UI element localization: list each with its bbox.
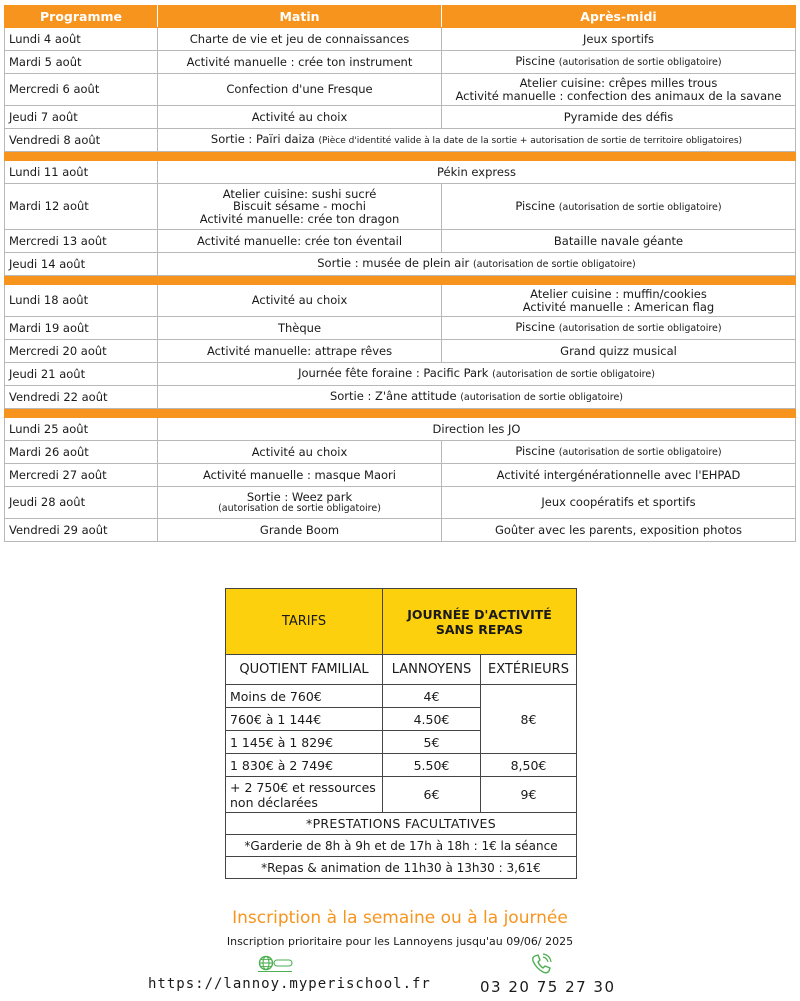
col-lannoyens: LANNOYENS [383, 655, 481, 685]
day-cell: Mardi 26 août [5, 441, 158, 464]
matin-cell [158, 184, 442, 230]
table-row [5, 184, 796, 230]
activity-text: Piscine [515, 444, 556, 459]
apres-cell: Jeux coopératifs et sportifs [442, 487, 796, 519]
lannoyens-cell: 6€ [383, 777, 481, 813]
activity-text: Sortie : Païri daiza [210, 132, 315, 147]
lannoyens-cell: 5.50€ [383, 754, 481, 777]
matin-cell: Grande Boom [158, 519, 442, 542]
matin-cell: Confection d'une Fresque [158, 74, 442, 106]
quotient-cell [226, 777, 383, 813]
exterieurs-cell: 8,50€ [481, 754, 577, 777]
quotient-cell: 1 145€ à 1 829€ [226, 731, 383, 754]
table-row [5, 317, 796, 340]
table-row [5, 487, 796, 519]
activity-text: Sortie : musée de plein air [317, 256, 470, 271]
activity-note: (autorisation de sortie obligatoire) [558, 447, 722, 459]
table-row [5, 253, 796, 276]
lannoyens-cell: 4.50€ [383, 708, 481, 731]
table-row [5, 285, 796, 317]
journee-line: SANS REPAS [435, 621, 524, 637]
activity-text: Piscine [515, 54, 556, 69]
day-cell: Mardi 5 août [5, 51, 158, 74]
apres-cell [442, 74, 796, 106]
table-row [5, 464, 796, 487]
apres-cell: Bataille navale géante [442, 230, 796, 253]
phone-number[interactable]: 03 20 75 27 30 [480, 978, 616, 996]
activity-line: Atelier cuisine : muffin/cookies [530, 286, 707, 301]
activity-text: Piscine [515, 320, 556, 335]
header-apres-midi: Après-midi [442, 6, 796, 28]
day-cell: Mardi 12 août [5, 184, 158, 230]
lannoyens-cell: 5€ [383, 731, 481, 754]
programme-table [4, 5, 796, 542]
table-row [5, 129, 796, 152]
journee-header [383, 589, 577, 655]
activity-line: Atelier cuisine: sushi sucré [222, 186, 377, 201]
prestations-row [226, 857, 577, 879]
apres-cell: Grand quizz musical [442, 340, 796, 363]
apres-cell: Pyramide des défis [442, 106, 796, 129]
day-cell: Jeudi 21 août [5, 363, 158, 386]
day-cell: Jeudi 7 août [5, 106, 158, 129]
tarifs-title: TARIFS [226, 589, 383, 655]
col-quotient: QUOTIENT FAMILIAL [226, 655, 383, 685]
day-cell: Mercredi 6 août [5, 74, 158, 106]
activity-note: (autorisation de sortie obligatoire) [472, 259, 636, 271]
table-row [5, 230, 796, 253]
tarifs-header-row [226, 589, 577, 655]
matin-cell: Thèque [158, 317, 442, 340]
full-day-cell [158, 129, 796, 152]
table-row [5, 51, 796, 74]
day-cell: Jeudi 14 août [5, 253, 158, 276]
week-separator [5, 409, 796, 418]
inscription-title: Inscription à la semaine ou à la journée [232, 908, 568, 928]
quotient-line: non déclarées [230, 794, 318, 810]
apres-cell [442, 317, 796, 340]
tarif-row [226, 685, 577, 708]
day-cell: Mercredi 20 août [5, 340, 158, 363]
day-cell: Mercredi 13 août [5, 230, 158, 253]
prestations-row [226, 813, 577, 835]
activity-line: Atelier cuisine: crêpes milles trous [519, 75, 718, 90]
activity-note: (autorisation de sortie obligatoire) [218, 502, 381, 514]
prestations-title: *PRESTATIONS FACULTATIVES [226, 813, 577, 835]
quotient-cell: 1 830€ à 2 749€ [226, 754, 383, 777]
table-row [5, 161, 796, 184]
activity-note: (autorisation de sortie obligatoire) [460, 392, 624, 404]
activity-note: (autorisation de sortie obligatoire) [558, 323, 722, 335]
matin-cell: Activité manuelle: crée ton éventail [158, 230, 442, 253]
apres-cell: Jeux sportifs [442, 28, 796, 51]
table-row [5, 418, 796, 441]
full-day-cell: Pékin express [158, 161, 796, 184]
activity-line: Sortie : Weez park [246, 489, 353, 504]
day-cell: Mardi 19 août [5, 317, 158, 340]
tarifs-columns-row [226, 655, 577, 685]
quotient-cell: Moins de 760€ [226, 685, 383, 708]
table-row [5, 28, 796, 51]
matin-cell: Activité manuelle : masque Maori [158, 464, 442, 487]
day-cell: Lundi 11 août [5, 161, 158, 184]
tarifs-table [225, 588, 577, 879]
activity-note: (autorisation de sortie obligatoire) [558, 201, 722, 213]
inscription-subtitle: Inscription prioritaire pour les Lannoyens jusqu'au 09/06/ 2025 [226, 935, 574, 948]
website-link[interactable]: https://lannoy.myperischool.fr [148, 976, 431, 992]
day-cell: Lundi 4 août [5, 28, 158, 51]
table-row [5, 106, 796, 129]
day-cell: Lundi 18 août [5, 285, 158, 317]
quotient-line: + 2 750€ et ressources [230, 779, 376, 795]
matin-cell [158, 487, 442, 519]
table-row [5, 74, 796, 106]
day-cell: Vendredi 22 août [5, 386, 158, 409]
apres-cell [442, 285, 796, 317]
full-day-cell [158, 253, 796, 276]
activity-line: Activité manuelle : American flag [522, 299, 715, 314]
apres-cell [442, 184, 796, 230]
activity-line: Activité manuelle : confection des animaux de la savane [455, 88, 782, 103]
day-cell: Mercredi 27 août [5, 464, 158, 487]
day-cell: Vendredi 8 août [5, 129, 158, 152]
lannoyens-cell: 4€ [383, 685, 481, 708]
quotient-cell: 760€ à 1 144€ [226, 708, 383, 731]
table-row [5, 340, 796, 363]
table-row [5, 519, 796, 542]
activity-line: Activité manuelle: crée ton dragon [199, 211, 400, 226]
apres-cell [442, 51, 796, 74]
activity-text: Piscine [515, 198, 556, 213]
exterieurs-cell: 9€ [481, 777, 577, 813]
week-separator [5, 276, 796, 285]
matin-cell: Charte de vie et jeu de connaissances [158, 28, 442, 51]
prestations-row [226, 835, 577, 857]
header-programme: Programme [5, 6, 158, 28]
table-row [5, 386, 796, 409]
full-day-cell [158, 363, 796, 386]
globe-icon [257, 955, 293, 973]
activity-note: (autorisation de sortie obligatoire) [492, 369, 655, 381]
day-cell: Vendredi 29 août [5, 519, 158, 542]
matin-cell: Activité au choix [158, 106, 442, 129]
tarif-row [226, 754, 577, 777]
apres-cell: Goûter avec les parents, exposition photos [442, 519, 796, 542]
programme-header-row [5, 6, 796, 28]
phone-icon [530, 953, 552, 975]
matin-cell: Activité au choix [158, 285, 442, 317]
tarif-row [226, 777, 577, 813]
activity-text: Journée fête foraine : Pacific Park [298, 366, 489, 381]
col-exterieurs: EXTÉRIEURS [481, 655, 577, 685]
matin-cell: Activité au choix [158, 441, 442, 464]
activity-note: (Pièce d'identité valide à la date de la sortie + autorisation de sortie de territoire obligatoires) [318, 136, 743, 147]
table-row [5, 363, 796, 386]
matin-cell: Activité manuelle : crée ton instrument [158, 51, 442, 74]
matin-cell: Activité manuelle: attrape rêves [158, 340, 442, 363]
activity-note: (autorisation de sortie obligatoire) [558, 57, 722, 69]
apres-cell [442, 441, 796, 464]
apres-cell: Activité intergénérationnelle avec l'EHPAD [442, 464, 796, 487]
activity-text: Sortie : Z'âne attitude [329, 389, 457, 404]
journee-line: JOURNÉE D'ACTIVITÉ [407, 606, 552, 622]
repas-note: *Repas & animation de 11h30 à 13h30 : 3,61€ [226, 857, 577, 879]
garderie-note: *Garderie de 8h à 9h et de 17h à 18h : 1€ la séance [226, 835, 577, 857]
day-cell: Jeudi 28 août [5, 487, 158, 519]
table-row [5, 441, 796, 464]
exterieurs-merged-cell: 8€ [481, 685, 577, 754]
full-day-cell: Direction les JO [158, 418, 796, 441]
week-separator [5, 152, 796, 161]
activity-line: Biscuit sésame - mochi [233, 199, 366, 214]
header-matin: Matin [158, 6, 442, 28]
full-day-cell [158, 386, 796, 409]
day-cell: Lundi 25 août [5, 418, 158, 441]
